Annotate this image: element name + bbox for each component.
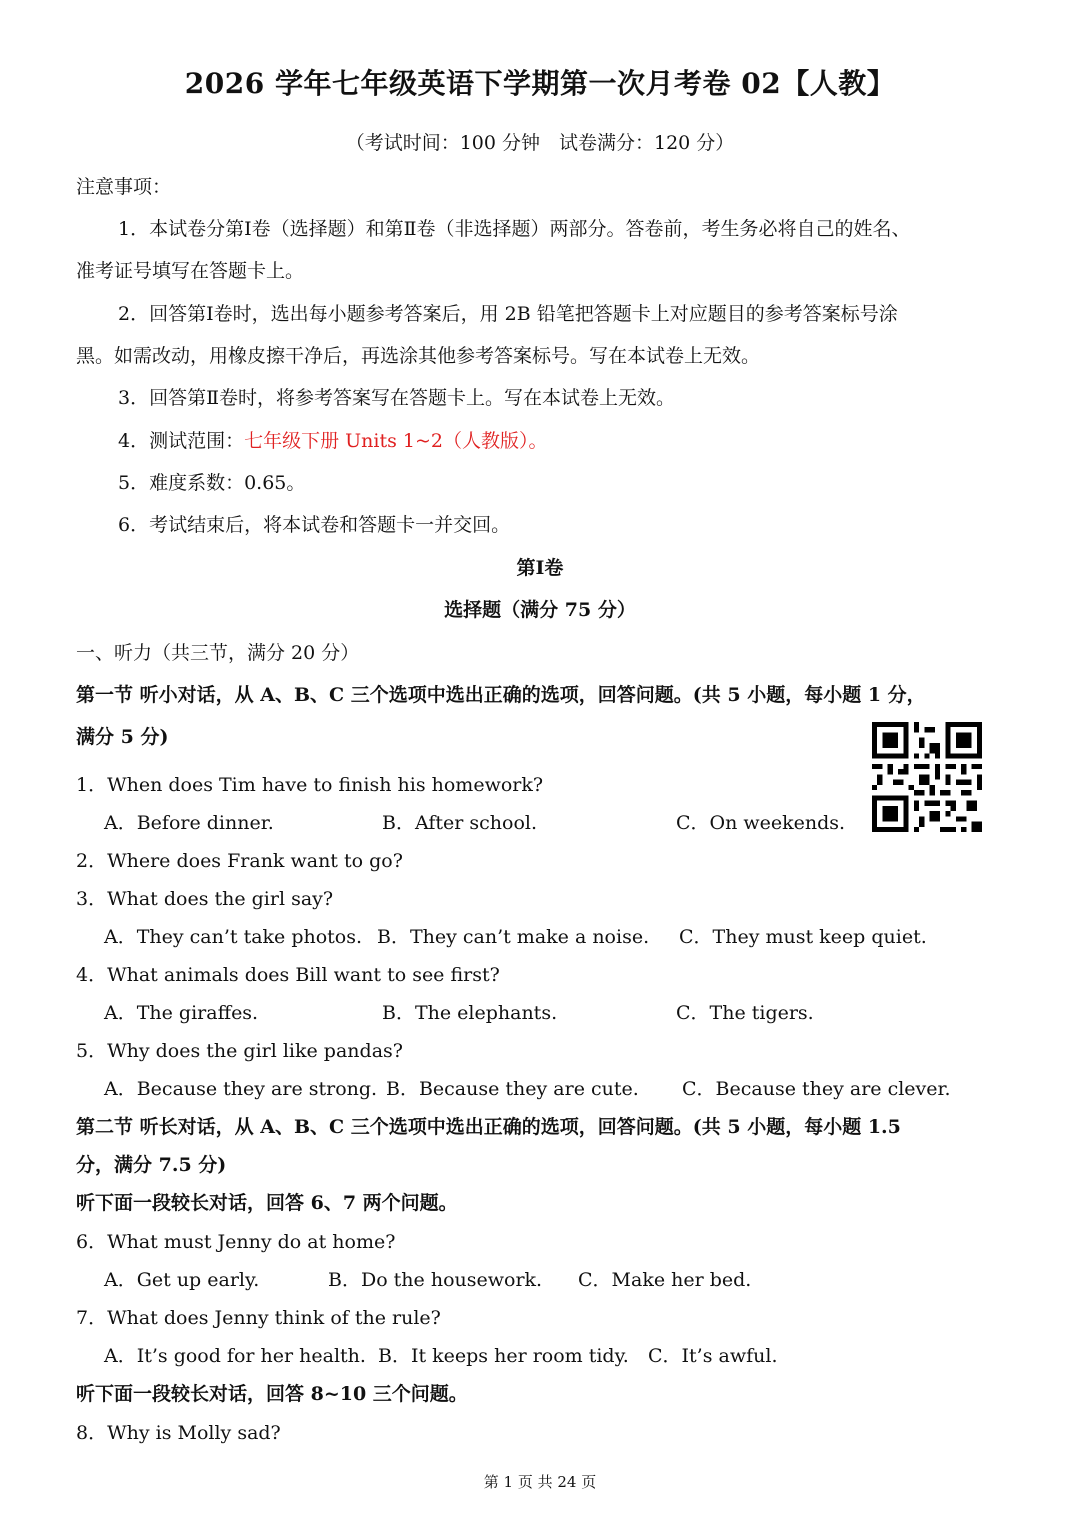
question-3-option-a: A．They can’t take photos.	[104, 926, 363, 948]
question-3-stem: 3．What does the girl say?	[76, 888, 334, 910]
note-item-4-prefix: 4．测试范围：	[118, 430, 245, 452]
dialog-2-instruction: 听下面一段较长对话，回答 8~10 三个问题。	[76, 1383, 468, 1405]
section2-instruction: 第二节 听长对话，从 A、B、C 三个选项中选出正确的选项，回答问题。(共 5 小题，每小题 1.5	[76, 1116, 901, 1138]
question-4-stem: 4．What animals does Bill want to see first?	[76, 964, 500, 986]
notes-heading: 注意事项：	[76, 176, 172, 198]
question-6-option-b: B．Do the housework.	[328, 1269, 543, 1291]
question-7-option-a: A．It’s good for her health.	[104, 1345, 366, 1367]
question-2-stem: 2．Where does Frank want to go?	[76, 850, 403, 872]
note-item-6: 6．考试结束后，将本试卷和答题卡一并交回。	[118, 514, 511, 536]
note-item-1: 1．本试卷分第Ⅰ卷（选择题）和第Ⅱ卷（非选择题）两部分。答卷前，考生务必将自己的姓名、	[118, 218, 911, 240]
question-4-option-a: A．The giraffes.	[104, 1002, 259, 1024]
question-3-option-b: B．They can’t make a noise.	[377, 926, 650, 948]
dialog-1-instruction: 听下面一段较长对话，回答 6、7 两个问题。	[76, 1192, 458, 1214]
question-7-option-b: B．It keeps her room tidy.	[378, 1345, 629, 1367]
note-item-5: 5．难度系数：0.65。	[118, 472, 306, 494]
listening-heading: 一、听力（共三节，满分 20 分）	[76, 642, 360, 664]
question-5-stem: 5．Why does the girl like pandas?	[76, 1040, 403, 1062]
note-item-2: 2．回答第Ⅰ卷时，选出每小题参考答案后，用 2B 铅笔把答题卡上对应题目的参考答案标号涂	[118, 303, 898, 325]
page-number: 第 1 页 共 24 页	[483, 1473, 597, 1491]
volume-heading: 第Ⅰ卷	[516, 557, 564, 579]
note-item-2-cont: 黑。如需改动，用橡皮擦干净后，再选涂其他参考答案标号。写在本试卷上无效。	[76, 345, 761, 367]
question-4-option-c: C．The tigers.	[676, 1002, 814, 1024]
section1-instruction-cont: 满分 5 分)	[76, 726, 169, 748]
choice-heading: 选择题（满分 75 分）	[444, 599, 636, 621]
note-item-3: 3．回答第Ⅱ卷时，将参考答案写在答题卡上。写在本试卷上无效。	[118, 387, 676, 409]
question-6-option-c: C．Make her bed.	[578, 1269, 752, 1291]
section2-instruction-cont: 分，满分 7.5 分)	[76, 1154, 227, 1176]
note-item-4	[118, 426, 547, 453]
question-7-option-c: C．It’s awful.	[648, 1345, 778, 1367]
question-4-option-b: B．The elephants.	[382, 1002, 558, 1024]
question-5-option-a: A．Because they are strong.	[104, 1078, 378, 1100]
section1-instruction: 第一节 听小对话，从 A、B、C 三个选项中选出正确的选项，回答问题。(共 5 小题，每小题 1 分，	[76, 684, 926, 706]
question-6-option-a: A．Get up early.	[104, 1269, 260, 1291]
test-scope: 七年级下册 Units 1~2（人教版）。	[244, 430, 548, 452]
question-6-stem: 6．What must Jenny do at home?	[76, 1231, 396, 1253]
question-3-option-c: C．They must keep quiet.	[679, 926, 927, 948]
question-1-stem: 1．When does Tim have to finish his homework?	[76, 774, 544, 796]
qr-code	[868, 722, 986, 832]
question-5-option-b: B．Because they are cute.	[386, 1078, 639, 1100]
question-1-option-c: C．On weekends.	[676, 812, 846, 834]
question-1-option-b: B．After school.	[382, 812, 538, 834]
exam-subtitle: （考试时间：100 分钟 试卷满分：120 分）	[345, 132, 735, 154]
question-5-option-c: C．Because they are clever.	[682, 1078, 951, 1100]
question-1-option-a: A．Before dinner.	[104, 812, 274, 834]
exam-title: 2026 学年七年级英语下学期第一次月考卷 02【人教】	[184, 67, 896, 100]
note-item-1-cont: 准考证号填写在答题卡上。	[76, 260, 305, 282]
question-7-stem: 7．What does Jenny think of the rule?	[76, 1307, 441, 1329]
question-8-stem: 8．Why is Molly sad?	[76, 1422, 281, 1444]
